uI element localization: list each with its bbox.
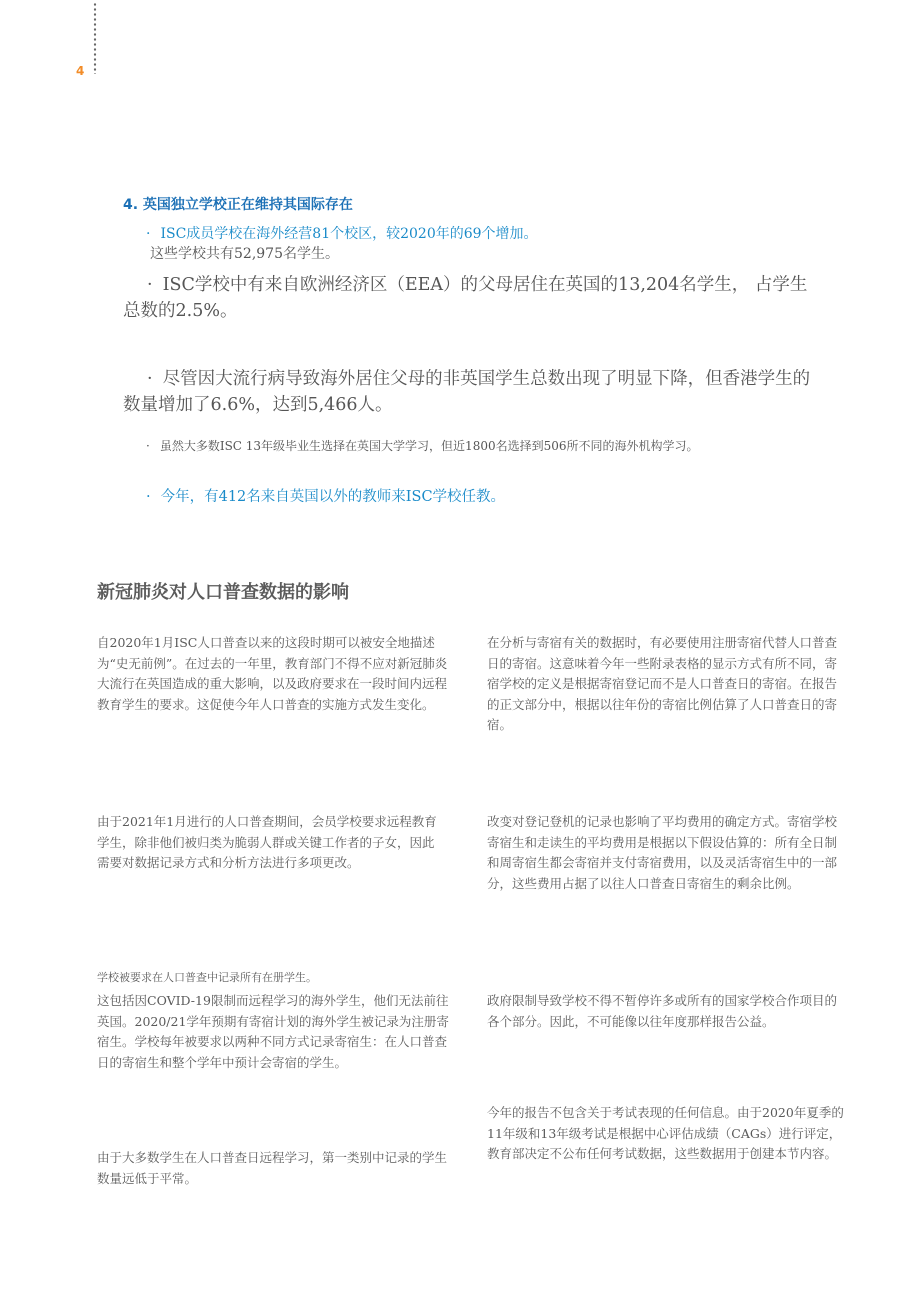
bullet-text-continuation: 这些学校共有52,975名学生。 — [150, 246, 339, 262]
bullet-item — [146, 487, 505, 507]
bullet-text: 虽然大多数ISC 13年级毕业生选择在英国大学学习，但近1800名选择到506所不同的海外机构学习。 — [159, 439, 699, 453]
paragraph: 自2020年1月ISC人口普查以来的这段时期可以被安全地描述为“史无前例”。在过去的一年里，教育部门不得不应对新冠肺炎大流行在英国造成的重大影响，以及政府要求在一段时间内远程教育学生的要求。这促使今年人口普查的实施方式发生变化。 — [97, 635, 448, 712]
bullet-icon: · — [147, 275, 153, 295]
bullet-icon: · — [146, 439, 150, 453]
paragraph: 由于大多数学生在人口普查日远程学习，第一类别中记录的学生数量远低于平常。 — [97, 1150, 448, 1186]
bullet-icon: · — [146, 489, 151, 505]
page-number: 4 — [76, 64, 85, 78]
bullet-text: ISC学校中有来自欧洲经济区（EEA）的父母居住在英国的13,204名学生， 占学生总数的2.5%。 — [123, 275, 808, 321]
bullet-item — [146, 437, 699, 455]
paragraph: 这包括因COVID-19限制而远程学习的海外学生，他们无法前往英国。2020/21学年预期有寄宿计划的海外学生被记录为注册寄宿生。学校每年被要求以两种不同方式记录寄宿生：在人口普查日的寄宿生和整个学年中预计会寄宿的学生。 — [97, 993, 449, 1070]
bullet-item — [123, 272, 823, 324]
bullet-text: 今年，有412名来自英国以外的教师来ISC学校任教。 — [160, 489, 506, 505]
note: 学校被要求在人口普查中记录所有在册学生。 — [97, 971, 317, 984]
paragraph: 政府限制导致学校不得不暂停许多或所有的国家学校合作项目的各个部分。因此，不可能像以往年度那样报告公益。 — [487, 993, 838, 1029]
section-title: 新冠肺炎对人口普查数据的影响 — [97, 582, 349, 603]
paragraph: 今年的报告不包含关于考试表现的任何信息。由于2020年夏季的11年级和13年级考试是根据中心评估成绩（CAGs）进行评定，教育部决定不公布任何考试数据，这些数据用于创建本节内容。 — [487, 1105, 844, 1161]
dotted-rule — [93, 2, 97, 74]
bullet-item — [123, 366, 823, 418]
bullet-text: 尽管因大流行病导致海外居住父母的非英国学生总数出现了明显下降，但香港学生的数量增加了6.6%，达到5,466人。 — [123, 369, 811, 415]
bullet-icon: · — [147, 369, 153, 389]
bullet-item — [146, 224, 538, 244]
paragraph: 改变对登记登机的记录也影响了平均费用的确定方式。寄宿学校寄宿生和走读生的平均费用是根据以下假设估算的：所有全日制和周寄宿生都会寄宿并支付寄宿费用，以及灵活寄宿生中的一部分，这些费用占据了以往人口普查日寄宿生的剩余比例。 — [487, 814, 838, 891]
bullet-text: ISC成员学校在海外经营81个校区，较2020年的69个增加。 — [160, 226, 538, 242]
bullet-icon: · — [146, 226, 151, 242]
paragraph: 在分析与寄宿有关的数据时，有必要使用注册寄宿代替人口普查日的寄宿。这意味着今年一些附录表格的显示方式有所不同，寄宿学校的定义是根据寄宿登记而不是人口普查日的寄宿。在报告的正文部分中，根据以往年份的寄宿比例估算了人口普查日的寄宿。 — [487, 635, 838, 732]
paragraph: 由于2021年1月进行的人口普查期间，会员学校要求远程教育学生，除非他们被归类为脆弱人群或关键工作者的子女，因此需要对数据记录方式和分析方法进行多项更改。 — [97, 814, 437, 870]
section-heading: 4. 英国独立学校正在维持其国际存在 — [123, 197, 353, 213]
